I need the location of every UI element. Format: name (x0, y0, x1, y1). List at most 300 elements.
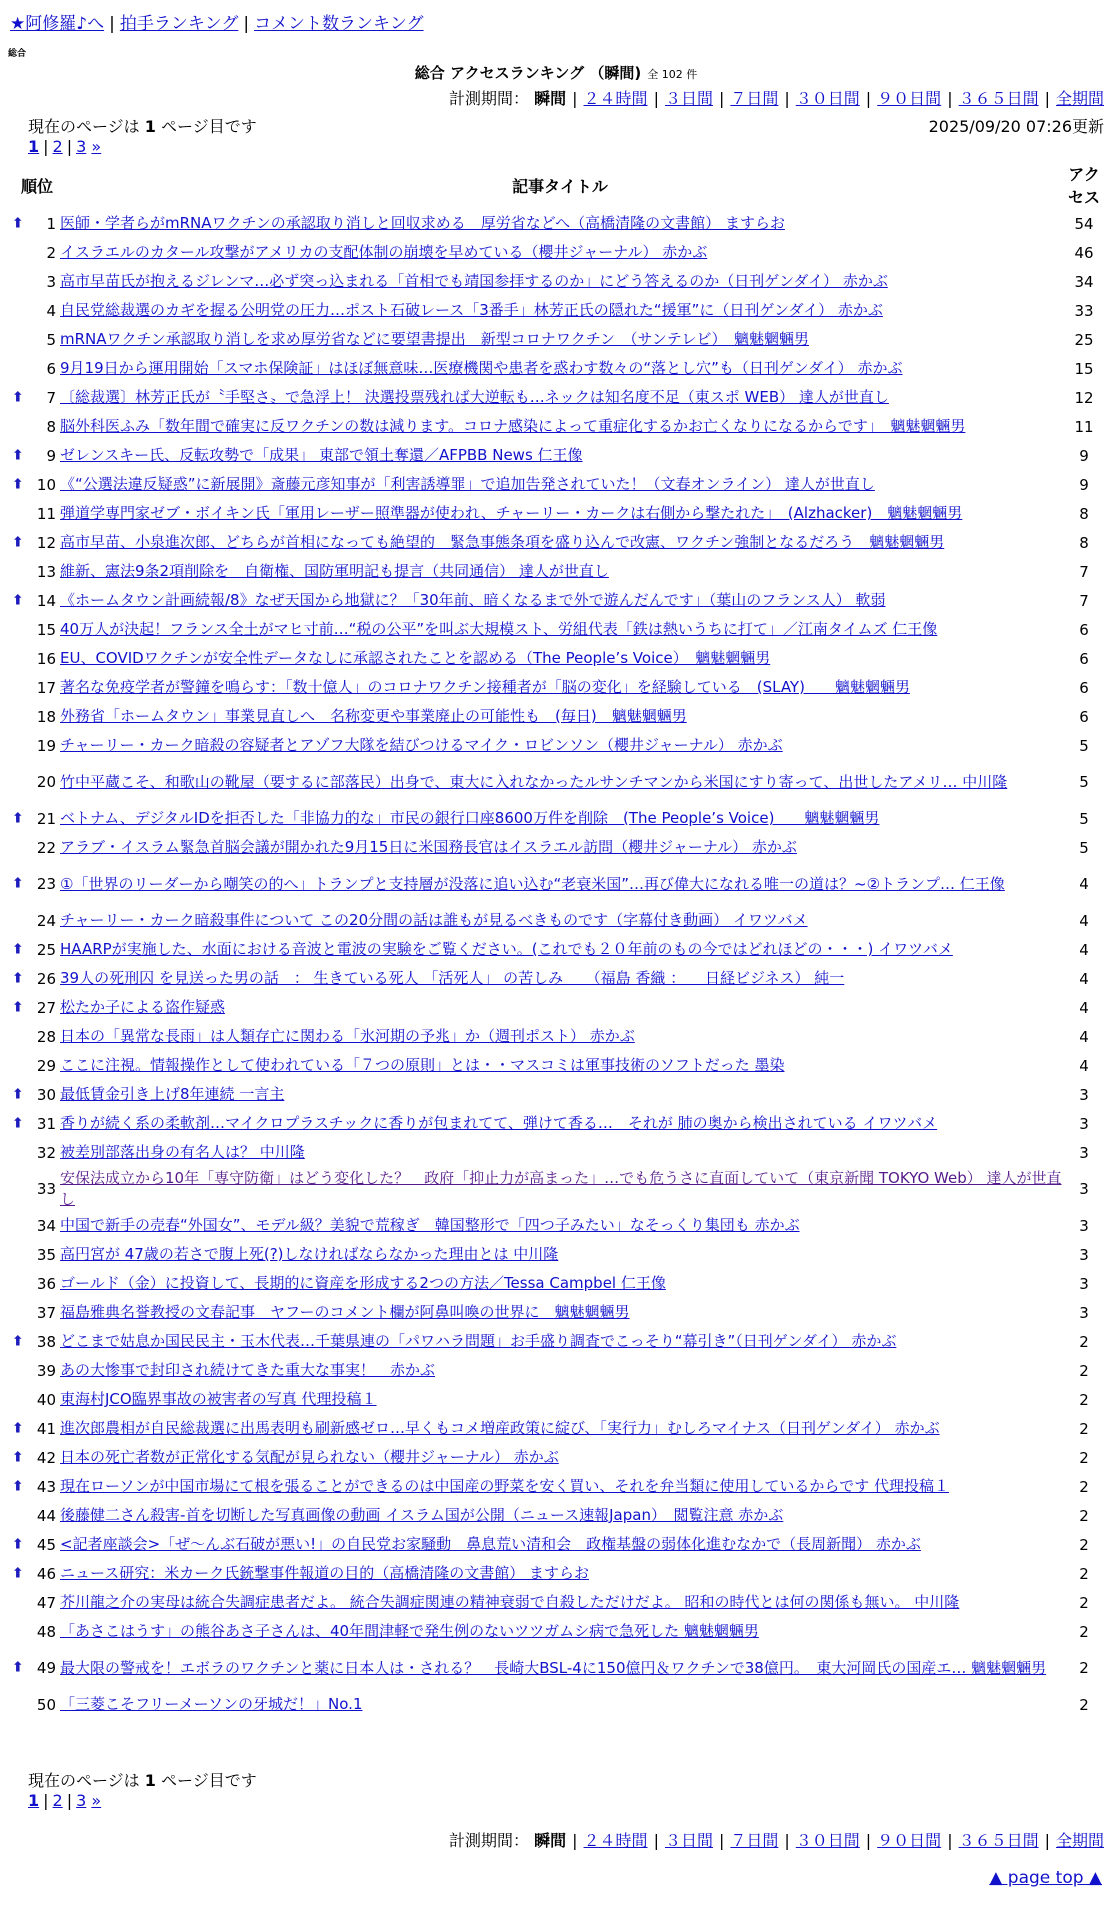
title-cell (56, 586, 1064, 615)
table-row (18, 1530, 1104, 1559)
current-page-info-bottom: 現在のページは 1 ページ目です (28, 1771, 257, 1790)
separator: | (947, 89, 953, 108)
ranking-table (12, 163, 1104, 1719)
separator: | (66, 1791, 73, 1810)
article-link[interactable]: 福島雅典名誉教授の文春記事 ヤフーのコメント欄が阿鼻叫喚の世界に 魑魅魍魎男 (60, 1303, 630, 1321)
title-cell (56, 862, 1064, 906)
separator: | (784, 89, 790, 108)
rank-cell (12, 1559, 56, 1588)
up-arrow-icon: ⬆ (12, 533, 24, 550)
access-count: 2 (1079, 1593, 1089, 1612)
article-link[interactable]: 東海村JCO臨界事故の被害者の写真 代理投稿１ (60, 1390, 377, 1408)
rank-number: 36 (36, 1274, 56, 1293)
rank-number: 8 (46, 417, 56, 436)
period-link[interactable]: ７日間 (730, 89, 779, 108)
title-cell (56, 354, 1064, 383)
rank-number: 22 (36, 838, 56, 857)
article-link[interactable]: 高円宮が 47歳の若さで腹上死(?)しなければならなかった理由とは 中川隆 (60, 1245, 559, 1263)
article-link[interactable]: 「三菱こそフリーメーソンの牙城だ！」No.1 (60, 1695, 363, 1713)
article-link[interactable]: 日本の死亡者数が正常化する気配が見られない（櫻井ジャーナル） 赤かぶ (60, 1448, 559, 1466)
table-row (18, 702, 1104, 731)
access-count: 8 (1079, 504, 1089, 523)
title-cell (56, 383, 1064, 412)
up-arrow-icon: ⬆ (12, 1535, 24, 1552)
separator: | (1044, 89, 1050, 108)
rank-number: 1 (46, 214, 56, 233)
access-count: 4 (1079, 998, 1089, 1017)
access-count: 11 (1074, 417, 1094, 436)
rank-cell (18, 1298, 56, 1327)
article-link[interactable]: ここに注視。情報操作として使われている「７つの原則」とは・・マスコミは軍事技術のソフトだった 墨染 (60, 1056, 785, 1074)
next-page-link[interactable]: » (91, 137, 102, 156)
title-cell (56, 673, 1064, 702)
rank-cell (18, 412, 56, 441)
access-count: 7 (1079, 591, 1089, 610)
access-count: 4 (1079, 1056, 1089, 1075)
rank-cell (12, 1327, 56, 1356)
period-link[interactable]: ９０日間 (877, 89, 942, 108)
table-row (18, 1269, 1104, 1298)
article-link[interactable]: 脳外科医ふみ「数年間で確実に反ワクチンの数は減ります。コロナ感染によって重症化するかお亡くなりになるからです」 魑魅魍魎男 (60, 417, 966, 435)
article-link[interactable]: 現在ローソンが中国市場にて根を張ることができるのは中国産の野菜を安く買い、それを弁当類に使用しているからです 代理投稿１ (60, 1477, 950, 1495)
up-arrow-icon: ⬆ (12, 1419, 24, 1436)
title-cell (56, 1559, 1064, 1588)
period-link[interactable]: ３日間 (664, 89, 713, 108)
article-link[interactable]: 最低賃金引き上げ8年連続 一言主 (60, 1085, 285, 1103)
article-link[interactable]: <記者座談会>「ぜ～んぶ石破が悪い!」の自民党お家騒動 鼻息荒い清和会 政権基盤の弱体化進むなかで（長周新聞） 赤かぶ (60, 1535, 921, 1553)
rank-number: 38 (36, 1332, 56, 1351)
rank-cell (18, 1617, 56, 1646)
rank-number: 5 (46, 330, 56, 349)
comment-ranking-link[interactable]: コメント数ランキング (254, 14, 424, 34)
title-cell (56, 325, 1064, 354)
period-link[interactable]: ２４時間 (583, 1831, 648, 1850)
separator: | (43, 137, 49, 156)
article-link[interactable]: どこまで姑息か国民民主・玉木代表…千葉県連の「パワハラ問題」お手盛り調査でこっそり“幕引き”（日刊ゲンダイ） 赤かぶ (60, 1332, 897, 1350)
rank-cell (18, 731, 56, 760)
title-cell (56, 1109, 1064, 1138)
up-arrow-icon: ⬆ (12, 1659, 24, 1676)
rank-cell (18, 296, 56, 325)
article-link[interactable]: 医師・学者らがmRNAワクチンの承認取り消しと回収求める 厚労省などへ（高橋清隆の文書館） ますらお (60, 214, 785, 232)
title-cell (56, 470, 1064, 499)
page-link[interactable]: 3 (76, 137, 87, 156)
access-count: 9 (1079, 446, 1089, 465)
rank-cell (18, 833, 56, 862)
page-link[interactable]: 2 (52, 1791, 63, 1810)
access-count: 6 (1079, 707, 1089, 726)
table-row (18, 296, 1104, 325)
rank-cell (12, 964, 56, 993)
rank-number: 42 (36, 1448, 56, 1467)
access-count: 4 (1079, 969, 1089, 988)
rank-cell (12, 1530, 56, 1559)
title-cell (56, 906, 1064, 935)
access-count: 2 (1079, 1419, 1089, 1438)
article-link[interactable]: 《“公選法違反疑惑”に新展開》斎藤元彦知事が「利害誘導罪」で追加告発されていた！（文春オンライン） 達人が世直し (60, 475, 875, 493)
access-count: 25 (1074, 330, 1094, 349)
rank-number: 26 (36, 969, 56, 988)
rank-number: 4 (46, 301, 56, 320)
article-link[interactable]: 後藤健二さん殺害-首を切断した写真画像の動画 イスラム国が公開（ニュース速報Japan） 閲覧注意 赤かぶ (60, 1506, 784, 1524)
rank-cell (18, 1501, 56, 1530)
access-count: 4 (1079, 940, 1089, 959)
access-count: 5 (1079, 809, 1089, 828)
rank-cell (18, 1690, 56, 1719)
title-cell (56, 1298, 1064, 1327)
article-link[interactable]: 40万人が決起！フランス全土がマヒ寸前…“税の公平”を叫ぶ大規模スト、労組代表「鉄は熱いうちに打て」／江南タイムズ 仁王像 (60, 620, 938, 638)
title-cell (56, 731, 1064, 760)
rank-cell (18, 1138, 56, 1167)
table-row (18, 1559, 1104, 1588)
table-row (18, 354, 1104, 383)
rank-cell (12, 1472, 56, 1501)
up-arrow-icon: ⬆ (12, 875, 24, 892)
access-count: 3 (1079, 1274, 1089, 1293)
up-arrow-icon: ⬆ (12, 1085, 24, 1102)
rank-number: 11 (36, 504, 56, 523)
table-row (18, 862, 1104, 906)
title-cell (56, 1385, 1064, 1414)
rank-cell (12, 862, 56, 906)
up-arrow-icon: ⬆ (12, 1477, 24, 1494)
article-link[interactable]: 維新、憲法9条2項削除を 自衛権、国防軍明記も提言（共同通信） 達人が世直し (60, 562, 609, 580)
separator: | (947, 1831, 953, 1850)
rank-cell (18, 760, 56, 804)
page-top-link[interactable]: ▲ page top ▲ (989, 1868, 1102, 1888)
rank-cell (18, 238, 56, 267)
table-row (18, 209, 1104, 238)
access-count: 2 (1079, 1506, 1089, 1525)
access-count: 3 (1079, 1303, 1089, 1322)
title-cell (56, 1501, 1064, 1530)
article-link[interactable]: mRNAワクチン承認取り消しを求め厚労省などに要望書提出 新型コロナワクチン （サンテレビ） 魑魅魍魎男 (60, 330, 809, 348)
title-cell (56, 557, 1064, 586)
rank-number: 46 (36, 1564, 56, 1583)
title-cell (56, 1051, 1064, 1080)
title-cell (56, 993, 1064, 1022)
rank-cell (12, 1646, 56, 1690)
period-link[interactable]: ７日間 (730, 1831, 779, 1850)
table-row (18, 731, 1104, 760)
article-link[interactable]: 日本の「異常な長雨」は人類存亡に関わる「氷河期の予兆」か（週刊ポスト） 赤かぶ (60, 1027, 635, 1045)
up-arrow-icon: ⬆ (12, 214, 24, 231)
rank-number: 15 (36, 620, 56, 639)
page-link-current[interactable]: 1 (28, 1791, 40, 1810)
rank-number: 13 (36, 562, 56, 581)
access-count: 12 (1074, 388, 1094, 407)
table-row (18, 1443, 1104, 1472)
rank-number: 21 (36, 809, 56, 828)
table-row (18, 1385, 1104, 1414)
separator: | (718, 89, 725, 108)
article-link[interactable]: 高市早苗氏が抱えるジレンマ…必ず突っ込まれる「首相でも靖国参拝するのか」にどう答えるのか（日刊ゲンダイ） 赤かぶ (60, 272, 888, 290)
up-arrow-icon: ⬆ (12, 1332, 24, 1349)
rank-cell (12, 441, 56, 470)
title-cell (56, 412, 1064, 441)
table-row (18, 615, 1104, 644)
table-row (18, 760, 1104, 804)
period-link[interactable]: ２４時間 (583, 89, 648, 108)
access-count: 6 (1079, 620, 1089, 639)
title-cell (56, 833, 1064, 862)
title-cell (56, 1080, 1064, 1109)
separator: | (865, 1831, 872, 1850)
period-link[interactable]: 全期間 (1055, 89, 1104, 108)
rank-number: 25 (36, 940, 56, 959)
title-cell (56, 499, 1064, 528)
article-link[interactable]: あの大惨事で封印され続けてきた重大な事実！ 赤かぶ (60, 1361, 436, 1379)
period-link[interactable]: ３日間 (664, 1831, 713, 1850)
table-row (18, 383, 1104, 412)
access-count: 3 (1079, 1085, 1089, 1104)
clap-ranking-link[interactable]: 拍手ランキング (119, 14, 239, 34)
article-link[interactable]: EU、COVIDワクチンが安全性データなしに承認されたことを認める（The People’s Voice） 魑魅魍魎男 (60, 649, 771, 667)
rank-cell (12, 209, 56, 238)
rank-cell (18, 267, 56, 296)
access-count: 4 (1079, 1027, 1089, 1046)
rank-cell (18, 615, 56, 644)
rank-cell (12, 383, 56, 412)
rank-cell (18, 1167, 56, 1211)
article-link[interactable]: チャーリー・カーク暗殺事件について この20分間の話は誰もが見るべきものです（字幕付き動画） イワツバメ (60, 911, 808, 929)
up-arrow-icon: ⬆ (12, 388, 24, 405)
table-row (18, 412, 1104, 441)
separator: | (865, 89, 872, 108)
title-cell (56, 1138, 1064, 1167)
article-link[interactable]: 自民党総裁選のカギを握る公明党の圧力…ポスト石破レース「3番手」林芳正氏の隠れた“援軍”に（日刊ゲンダイ） 赤かぶ (60, 301, 883, 319)
up-arrow-icon: ⬆ (12, 940, 24, 957)
title-cell (56, 1211, 1064, 1240)
rank-number: 48 (36, 1622, 56, 1641)
period-link[interactable]: ３０日間 (795, 89, 860, 108)
article-link[interactable]: ゼレンスキー氏、反転攻勢で「成果」 東部で領土奪還／AFPBB News 仁王像 (60, 446, 583, 464)
rank-cell (12, 993, 56, 1022)
title-cell (56, 1646, 1064, 1690)
access-count: 2 (1079, 1659, 1089, 1677)
rank-cell (18, 673, 56, 702)
pagination-bottom (28, 1791, 101, 1810)
period-link[interactable]: ３６５日間 (958, 1831, 1039, 1850)
rank-number: 35 (36, 1245, 56, 1264)
table-row (18, 1472, 1104, 1501)
table-row (18, 1356, 1104, 1385)
access-count: 6 (1079, 678, 1089, 697)
title-cell (56, 1443, 1064, 1472)
title-cell (56, 528, 1064, 557)
rank-number: 37 (36, 1303, 56, 1322)
article-link[interactable]: 中国で新手の売春“外国女”、モデル級？美貌で荒稼ぎ 韓国整形で「四つ子みたい」なそっくり集団も 赤かぶ (60, 1216, 800, 1234)
title-cell (56, 644, 1064, 673)
separator: | (784, 1831, 790, 1850)
rank-number: 3 (46, 272, 56, 291)
page-link[interactable]: 3 (76, 1791, 87, 1810)
table-row (18, 1501, 1104, 1530)
table-row (18, 1327, 1104, 1356)
item-count: 全 102 件 (647, 68, 698, 81)
table-row (18, 441, 1104, 470)
separator: | (572, 1831, 578, 1850)
article-link[interactable]: 〔総裁選〕林芳正氏が〝手堅さ〟で急浮上！ 決選投票残れば大逆転も…ネックは知名度不足（東スポ WEB） 達人が世直し (60, 388, 889, 406)
period-selector-bottom (449, 1828, 1104, 1851)
article-link[interactable]: 《ホームタウン計画続報/8》なぜ天国から地獄に？「30年前、暗くなるまで外で遊んだんです」（葉山のフランス人） 軟弱 (60, 591, 886, 609)
table-row (18, 993, 1104, 1022)
article-link[interactable]: イスラエルのカタール攻撃がアメリカの支配体制の崩壊を早めている（櫻井ジャーナル） 赤かぶ (60, 243, 708, 261)
ranking-header (0, 62, 1112, 83)
rank-cell (18, 906, 56, 935)
rank-cell (18, 325, 56, 354)
table-row (18, 1051, 1104, 1080)
access-count: 15 (1074, 359, 1094, 378)
article-link[interactable]: 高市早苗、小泉進次郎、どちらが首相になっても絶望的 緊急事態条項を盛り込んで改憲、ワクチン強制となるだろう 魑魅魍魎男 (60, 533, 945, 551)
rank-cell (18, 1022, 56, 1051)
table-row (18, 586, 1104, 615)
rank-number: 41 (36, 1419, 56, 1438)
rank-number: 7 (46, 388, 56, 407)
separator: | (43, 1791, 49, 1810)
article-link[interactable]: 著名な免疫学者が警鐘を鳴らす：「数十億人」のコロナワクチン接種者が「脳の変化」を経験している (SLAY) 魑魅魍魎男 (60, 678, 910, 696)
rank-cell (12, 935, 56, 964)
rank-number: 12 (36, 533, 56, 552)
up-arrow-icon: ⬆ (12, 1448, 24, 1465)
article-link[interactable]: チャーリー・カーク暗殺の容疑者とアゾフ大隊を結びつけるマイク・ロビンソン（櫻井ジャーナル） 赤かぶ (60, 736, 783, 754)
access-count: 33 (1074, 301, 1094, 320)
top-navigation (10, 9, 424, 34)
up-arrow-icon: ⬆ (12, 809, 24, 826)
table-row (18, 1240, 1104, 1269)
rank-number: 24 (36, 911, 56, 930)
column-header-rank: 順位 (20, 176, 53, 196)
rank-number: 2 (46, 243, 56, 262)
title-cell (56, 702, 1064, 731)
table-row (18, 1414, 1104, 1443)
rank-cell (12, 528, 56, 557)
ranking-rows (12, 209, 1104, 1719)
table-row (18, 1109, 1104, 1138)
article-link[interactable]: 香りが続く系の柔軟剤…マイクロプラスチックに香りが包まれてて、弾けて香る… それが 肺の奥から検出されている イワツバメ (60, 1114, 938, 1132)
article-link[interactable]: 被差別部落出身の有名人は？ 中川隆 (60, 1143, 305, 1161)
access-count: 34 (1074, 272, 1094, 291)
title-cell (56, 1690, 1064, 1719)
article-link[interactable]: ベトナム、デジタルIDを拒否した「非協力的な」市民の銀行口座8600万件を削除 (The People’s Voice) 魑魅魍魎男 (60, 809, 880, 827)
access-count: 46 (1074, 243, 1094, 262)
title-cell (56, 964, 1064, 993)
rank-cell (12, 1109, 56, 1138)
rank-cell (12, 586, 56, 615)
article-link[interactable]: 松たか子による盗作疑惑 (60, 998, 226, 1016)
article-link[interactable]: 外務省「ホームタウン」事業見直しへ 名称変更や事業廃止の可能性も (毎日) 魑魅魍魎男 (60, 707, 687, 725)
up-arrow-icon: ⬆ (12, 969, 24, 986)
article-link[interactable]: ニュース研究：米カーク氏銃撃事件報道の目的（高橋清隆の文書館） ますらお (60, 1564, 590, 1582)
access-count: 5 (1079, 736, 1089, 755)
rank-cell (18, 702, 56, 731)
article-link[interactable]: 39人の死刑囚 を見送った男の話 ： 生きている死人 「活死人」 の苦しみ （福島 香織 ： 日経ビジネス） 純一 (60, 969, 845, 987)
next-page-link[interactable]: » (91, 1791, 102, 1810)
category-label: 総合 (8, 49, 27, 59)
up-arrow-icon: ⬆ (12, 1114, 24, 1131)
column-header-title: 記事タイトル (512, 176, 608, 196)
table-row (18, 470, 1104, 499)
period-link[interactable]: ３６５日間 (958, 89, 1039, 108)
table-row (18, 325, 1104, 354)
access-count: 3 (1079, 1114, 1089, 1133)
title-cell (56, 935, 1064, 964)
rank-number: 17 (36, 678, 56, 697)
access-count: 3 (1079, 1245, 1089, 1264)
table-row (18, 964, 1104, 993)
title-cell (56, 1240, 1064, 1269)
access-count: 2 (1079, 1622, 1089, 1641)
article-link[interactable]: 9月19日から運用開始「スマホ保険証」はほぼ無意味…医療機関や患者を惑わす数々の“落とし穴”も（日刊ゲンダイ） 赤かぶ (60, 359, 903, 377)
article-link[interactable]: 「あさこはうす」の熊谷あさ子さんは、40年間津軽で発生例のないツツガムシ病で急死した 魑魅魍魎男 (60, 1622, 759, 1640)
title-cell (56, 209, 1064, 238)
access-count: 2 (1079, 1390, 1089, 1409)
period-link[interactable]: ９０日間 (877, 1831, 942, 1850)
article-link[interactable]: アラブ・イスラム緊急首脳会議が開かれた9月15日に米国務長官はイスラエル訪問（櫻井ジャーナル） 赤かぶ (60, 838, 797, 856)
separator: | (243, 14, 250, 34)
title-cell (56, 1414, 1064, 1443)
period-link[interactable]: ３０日間 (795, 1831, 860, 1850)
access-count: 9 (1079, 475, 1089, 494)
article-link[interactable]: 竹中平蔵こそ、和歌山の靴屋（要するに部落民）出身で、東大に入れなかったルサンチマンから米国にすり寄って、出世したアメリ… 中川隆 (60, 772, 1008, 791)
period-label: 計測期間： (449, 89, 530, 108)
rank-number: 23 (36, 875, 56, 893)
period-link[interactable]: 全期間 (1055, 1831, 1104, 1850)
article-link[interactable]: 芥川龍之介の実母は統合失調症患者だよ。 統合失調症関連の精神衰弱で自殺しただけだよ。 昭和の時代とは何の関係も無い。 中川隆 (60, 1593, 960, 1611)
table-row (18, 267, 1104, 296)
rank-number: 33 (36, 1180, 56, 1198)
title-cell (56, 1327, 1064, 1356)
page-title: 総合 アクセスランキング （瞬間) (414, 64, 642, 82)
access-count: 2 (1079, 1448, 1089, 1467)
access-count: 2 (1079, 1695, 1089, 1714)
table-row (18, 557, 1104, 586)
separator: | (572, 89, 578, 108)
rank-cell (12, 470, 56, 499)
access-count: 2 (1079, 1477, 1089, 1496)
article-link[interactable]: 弾道学専門家ゼブ・ボイキン氏「軍用レーザー照準器が使われ、チャーリー・カークは右側から撃たれた」 (Alzhacker) 魑魅魍魎男 (60, 504, 963, 522)
article-link[interactable]: 進次郎農相が自民総裁選に出馬表明も刷新感ゼロ…早くもコメ増産政策に綻び、「実行力」むしろマイナス（日刊ゲンダイ） 赤かぶ (60, 1419, 940, 1437)
page-link[interactable]: 2 (52, 137, 63, 156)
rank-number: 19 (36, 736, 56, 755)
table-row (18, 935, 1104, 964)
table-row (18, 1138, 1104, 1167)
separator: | (109, 14, 115, 34)
title-cell (56, 238, 1064, 267)
home-link[interactable]: ★阿修羅♪へ (10, 14, 105, 34)
article-link[interactable]: ①「世界のリーダーから嘲笑の的へ」トランプと支持層が没落に追い込む“老衰米国”…再び偉大になれる唯一の道は？~②トランプ… 仁王像 (60, 874, 1005, 893)
access-count: 7 (1079, 562, 1089, 581)
page-link-current[interactable]: 1 (28, 137, 40, 156)
up-arrow-icon: ⬆ (12, 475, 24, 492)
table-row (18, 804, 1104, 833)
title-cell (56, 1530, 1064, 1559)
rank-number: 16 (36, 649, 56, 668)
table-row (18, 1211, 1104, 1240)
article-link[interactable]: 安保法成立から10年「専守防衛」はどう変化した？ 政府「抑止力が高まった」…でも危うさに直面していて（東京新聞 TOKYO Web） 達人が世直し (60, 1169, 1062, 1208)
article-link[interactable]: HAARPが実施した、水面における音波と電波の実験をご覧ください。(これでも２０年前のもの今ではどれほどの・・・) イワツバメ (60, 940, 953, 958)
access-count: 5 (1079, 838, 1089, 857)
article-link[interactable]: ゴールド（金）に投資して、長期的に資産を形成する2つの方法／Tessa Campbel 仁王像 (60, 1274, 666, 1292)
rank-number: 10 (36, 475, 56, 494)
title-cell (56, 615, 1064, 644)
updated-timestamp: 2025/09/20 07:26更新 (928, 117, 1104, 136)
rank-number: 44 (36, 1506, 56, 1525)
title-cell (56, 1022, 1064, 1051)
rank-cell (18, 644, 56, 673)
article-link[interactable]: 最大限の警戒を！エボラのワクチンと薬に日本人は・される？ 長崎大BSL-4に150億円＆ワクチンで38億円。 東大河岡氏の国産エ… 魑魅魍魎男 (60, 1658, 1047, 1677)
title-cell (56, 804, 1064, 833)
